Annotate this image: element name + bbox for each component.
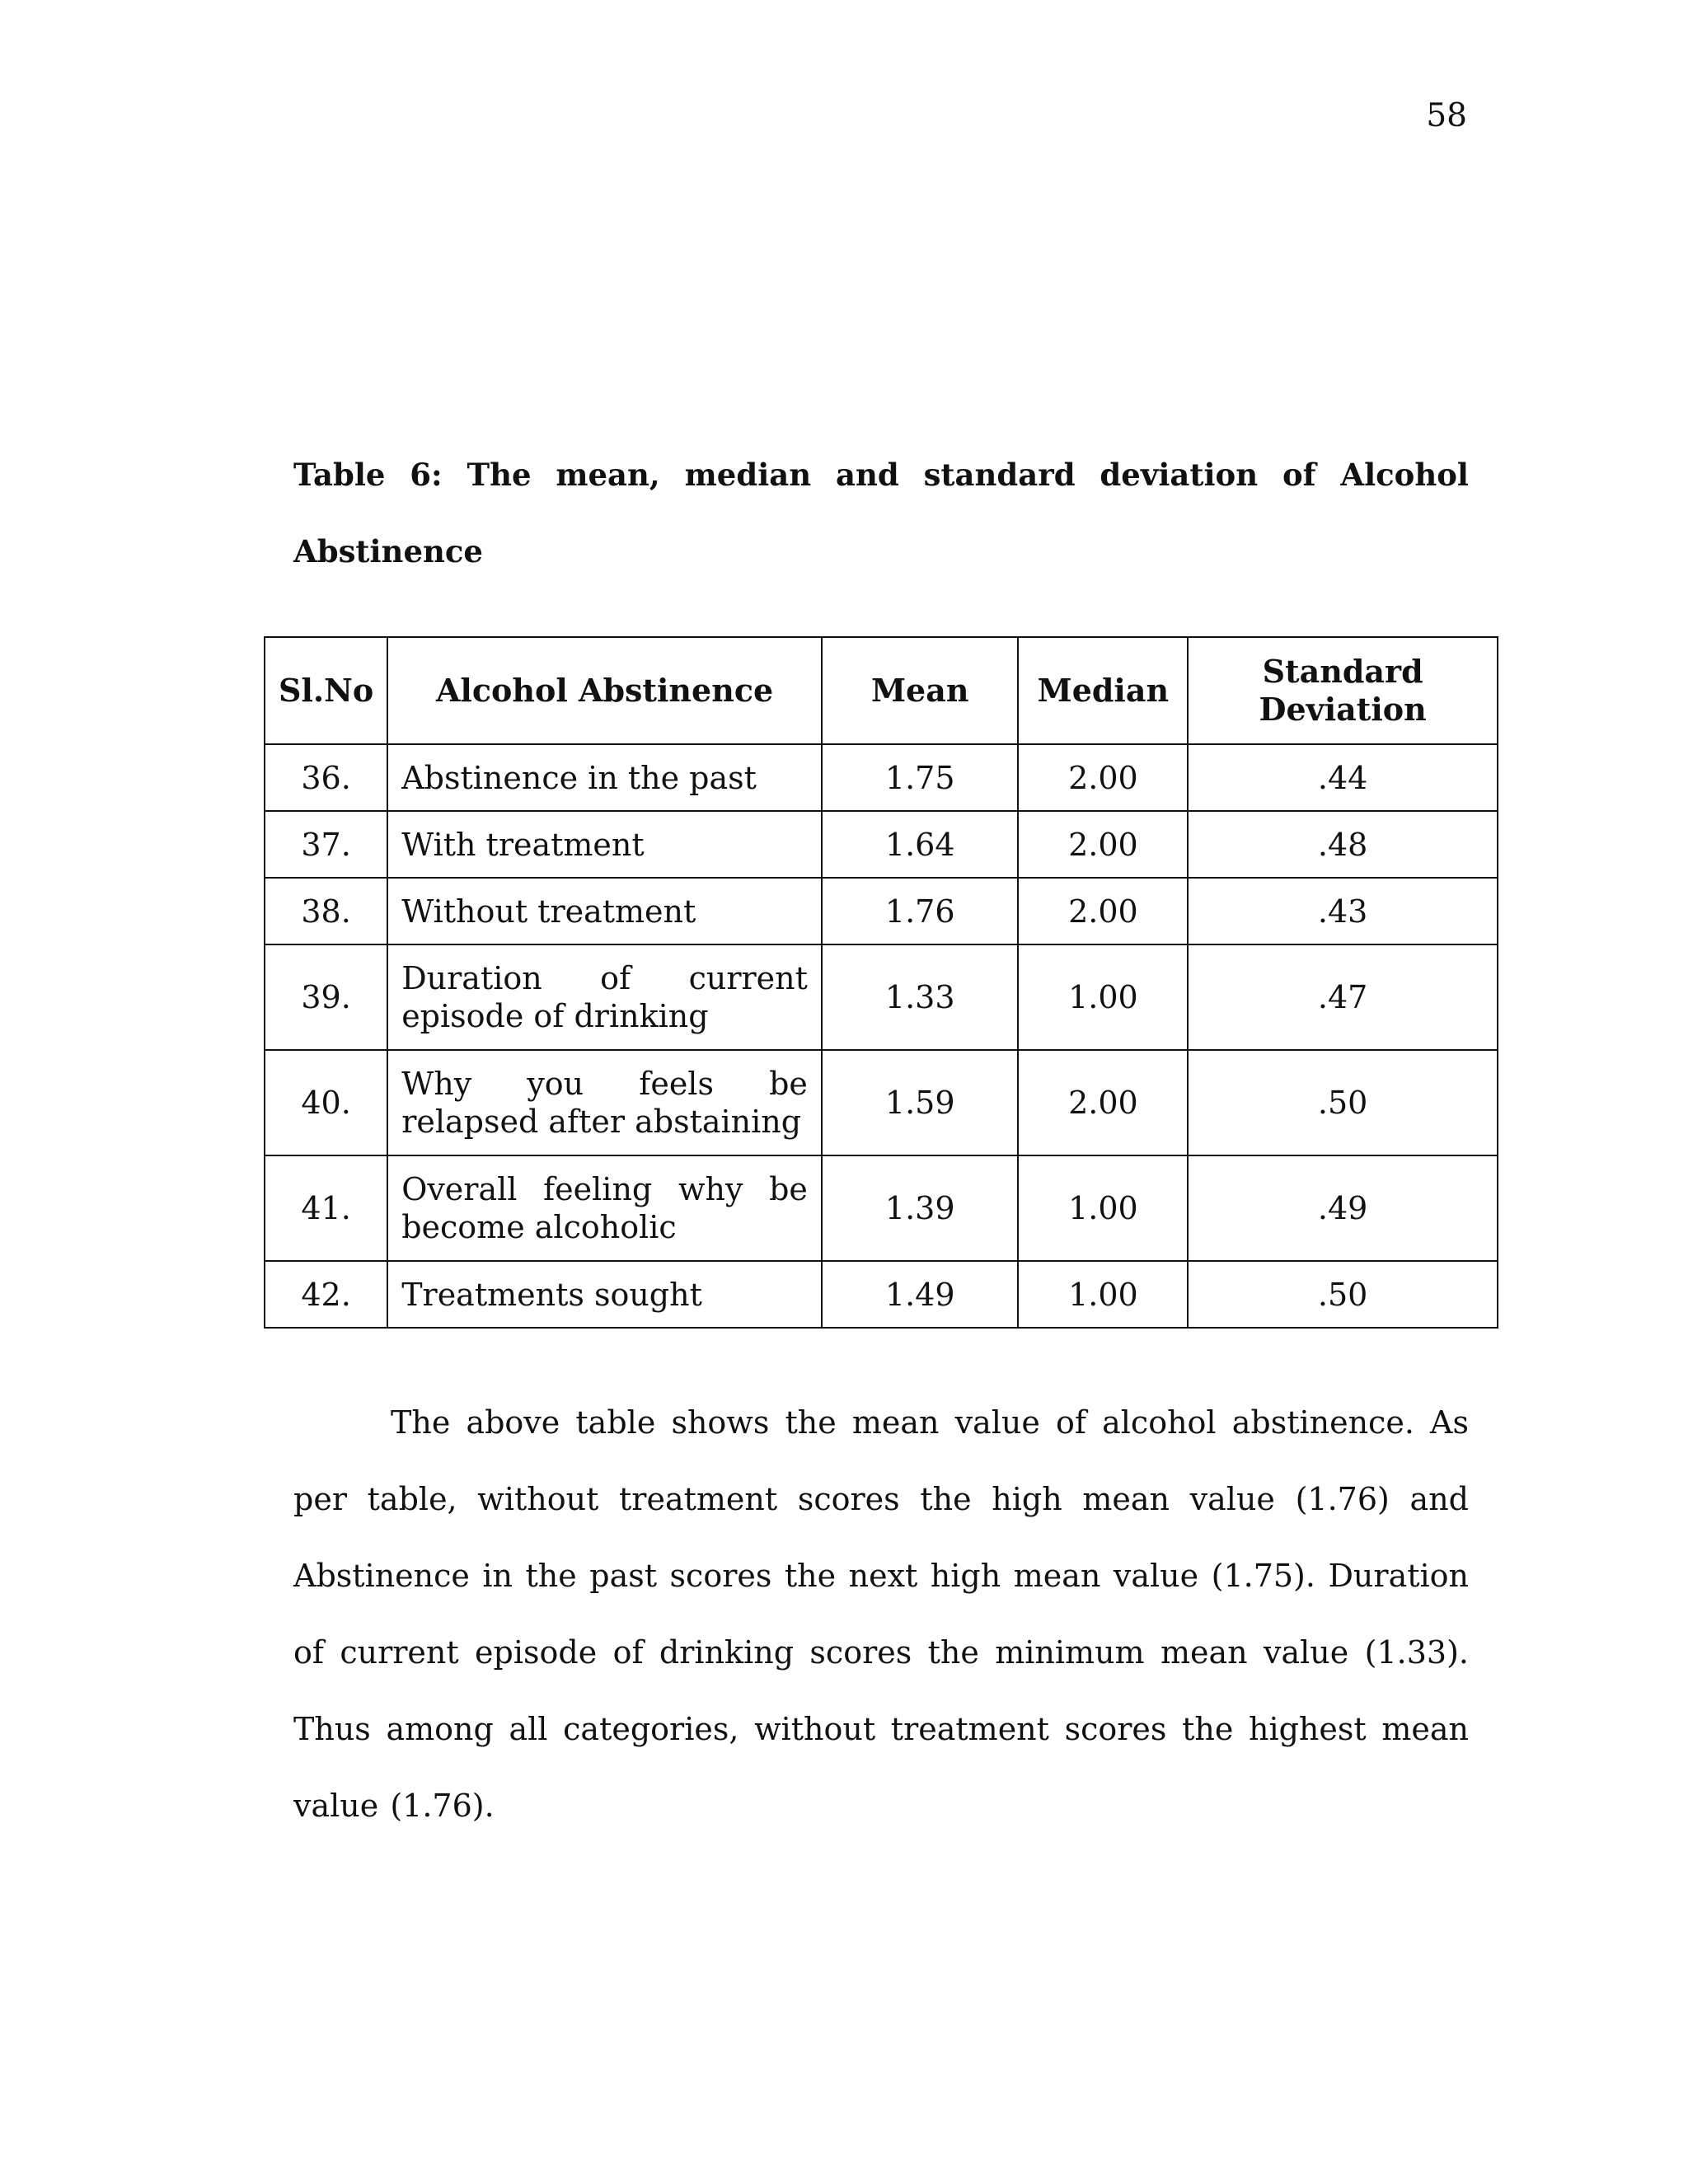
abstinence-table xyxy=(264,636,1498,1329)
page-number: 58 xyxy=(1426,97,1467,134)
cell-sl-no: 36. xyxy=(265,744,387,811)
cell-item: Without treatment xyxy=(387,878,822,944)
header-sd-line-1: Standard xyxy=(1262,653,1423,690)
cell-mean: 1.49 xyxy=(822,1261,1019,1328)
cell-item: Abstinence in the past xyxy=(387,744,822,811)
header-standard-deviation xyxy=(1188,637,1498,744)
table-row xyxy=(265,1050,1498,1155)
cell-sd: .43 xyxy=(1188,878,1498,944)
table-row xyxy=(265,1155,1498,1261)
cell-median: 2.00 xyxy=(1018,811,1188,878)
cell-sl-no: 38. xyxy=(265,878,387,944)
cell-sl-no: 39. xyxy=(265,944,387,1050)
header-median: Median xyxy=(1018,637,1188,744)
cell-sd: .48 xyxy=(1188,811,1498,878)
cell-median: 2.00 xyxy=(1018,878,1188,944)
cell-mean: 1.75 xyxy=(822,744,1019,811)
cell-item: Overall feeling why be become alcoholic xyxy=(387,1155,822,1261)
table-row xyxy=(265,1261,1498,1328)
cell-sl-no: 40. xyxy=(265,1050,387,1155)
table-row xyxy=(265,811,1498,878)
header-sd-line-2: Deviation xyxy=(1259,691,1427,728)
cell-sd: .44 xyxy=(1188,744,1498,811)
table-row xyxy=(265,744,1498,811)
table-row xyxy=(265,944,1498,1050)
table-caption xyxy=(293,437,1469,590)
table-header-row xyxy=(265,637,1498,744)
cell-sl-no: 42. xyxy=(265,1261,387,1328)
cell-mean: 1.64 xyxy=(822,811,1019,878)
header-mean: Mean xyxy=(822,637,1019,744)
cell-mean: 1.39 xyxy=(822,1155,1019,1261)
cell-item: Treatments sought xyxy=(387,1261,822,1328)
cell-sl-no: 37. xyxy=(265,811,387,878)
cell-mean: 1.76 xyxy=(822,878,1019,944)
cell-median: 1.00 xyxy=(1018,1261,1188,1328)
cell-median: 1.00 xyxy=(1018,944,1188,1050)
cell-sd: .50 xyxy=(1188,1261,1498,1328)
cell-item: Why you feels be relapsed after abstaining xyxy=(387,1050,822,1155)
table-caption-line-1: Table 6: The mean, median and standard deviation of Alcohol xyxy=(293,457,1469,493)
table-caption-line-2: Abstinence xyxy=(293,533,483,569)
cell-mean: 1.59 xyxy=(822,1050,1019,1155)
cell-median: 2.00 xyxy=(1018,1050,1188,1155)
table-row xyxy=(265,878,1498,944)
cell-median: 1.00 xyxy=(1018,1155,1188,1261)
cell-sd: .49 xyxy=(1188,1155,1498,1261)
body-paragraph: The above table shows the mean value of alcohol abstinence. As per table, without treatment scores the high mean value (1.76) and Abstinence in the past scores the next high mean value (1.75). Duration of current episode of drinking scores the minimum mean value (1.33). Thus among all categories, without treatment scores the highest mean value (1.76). xyxy=(293,1404,1469,1824)
header-alcohol-abstinence: Alcohol Abstinence xyxy=(387,637,822,744)
header-sl-no: Sl.No xyxy=(265,637,387,744)
cell-mean: 1.33 xyxy=(822,944,1019,1050)
cell-item: Duration of current episode of drinking xyxy=(387,944,822,1050)
cell-sd: .50 xyxy=(1188,1050,1498,1155)
cell-median: 2.00 xyxy=(1018,744,1188,811)
cell-sl-no: 41. xyxy=(265,1155,387,1261)
cell-item: With treatment xyxy=(387,811,822,878)
cell-sd: .47 xyxy=(1188,944,1498,1050)
